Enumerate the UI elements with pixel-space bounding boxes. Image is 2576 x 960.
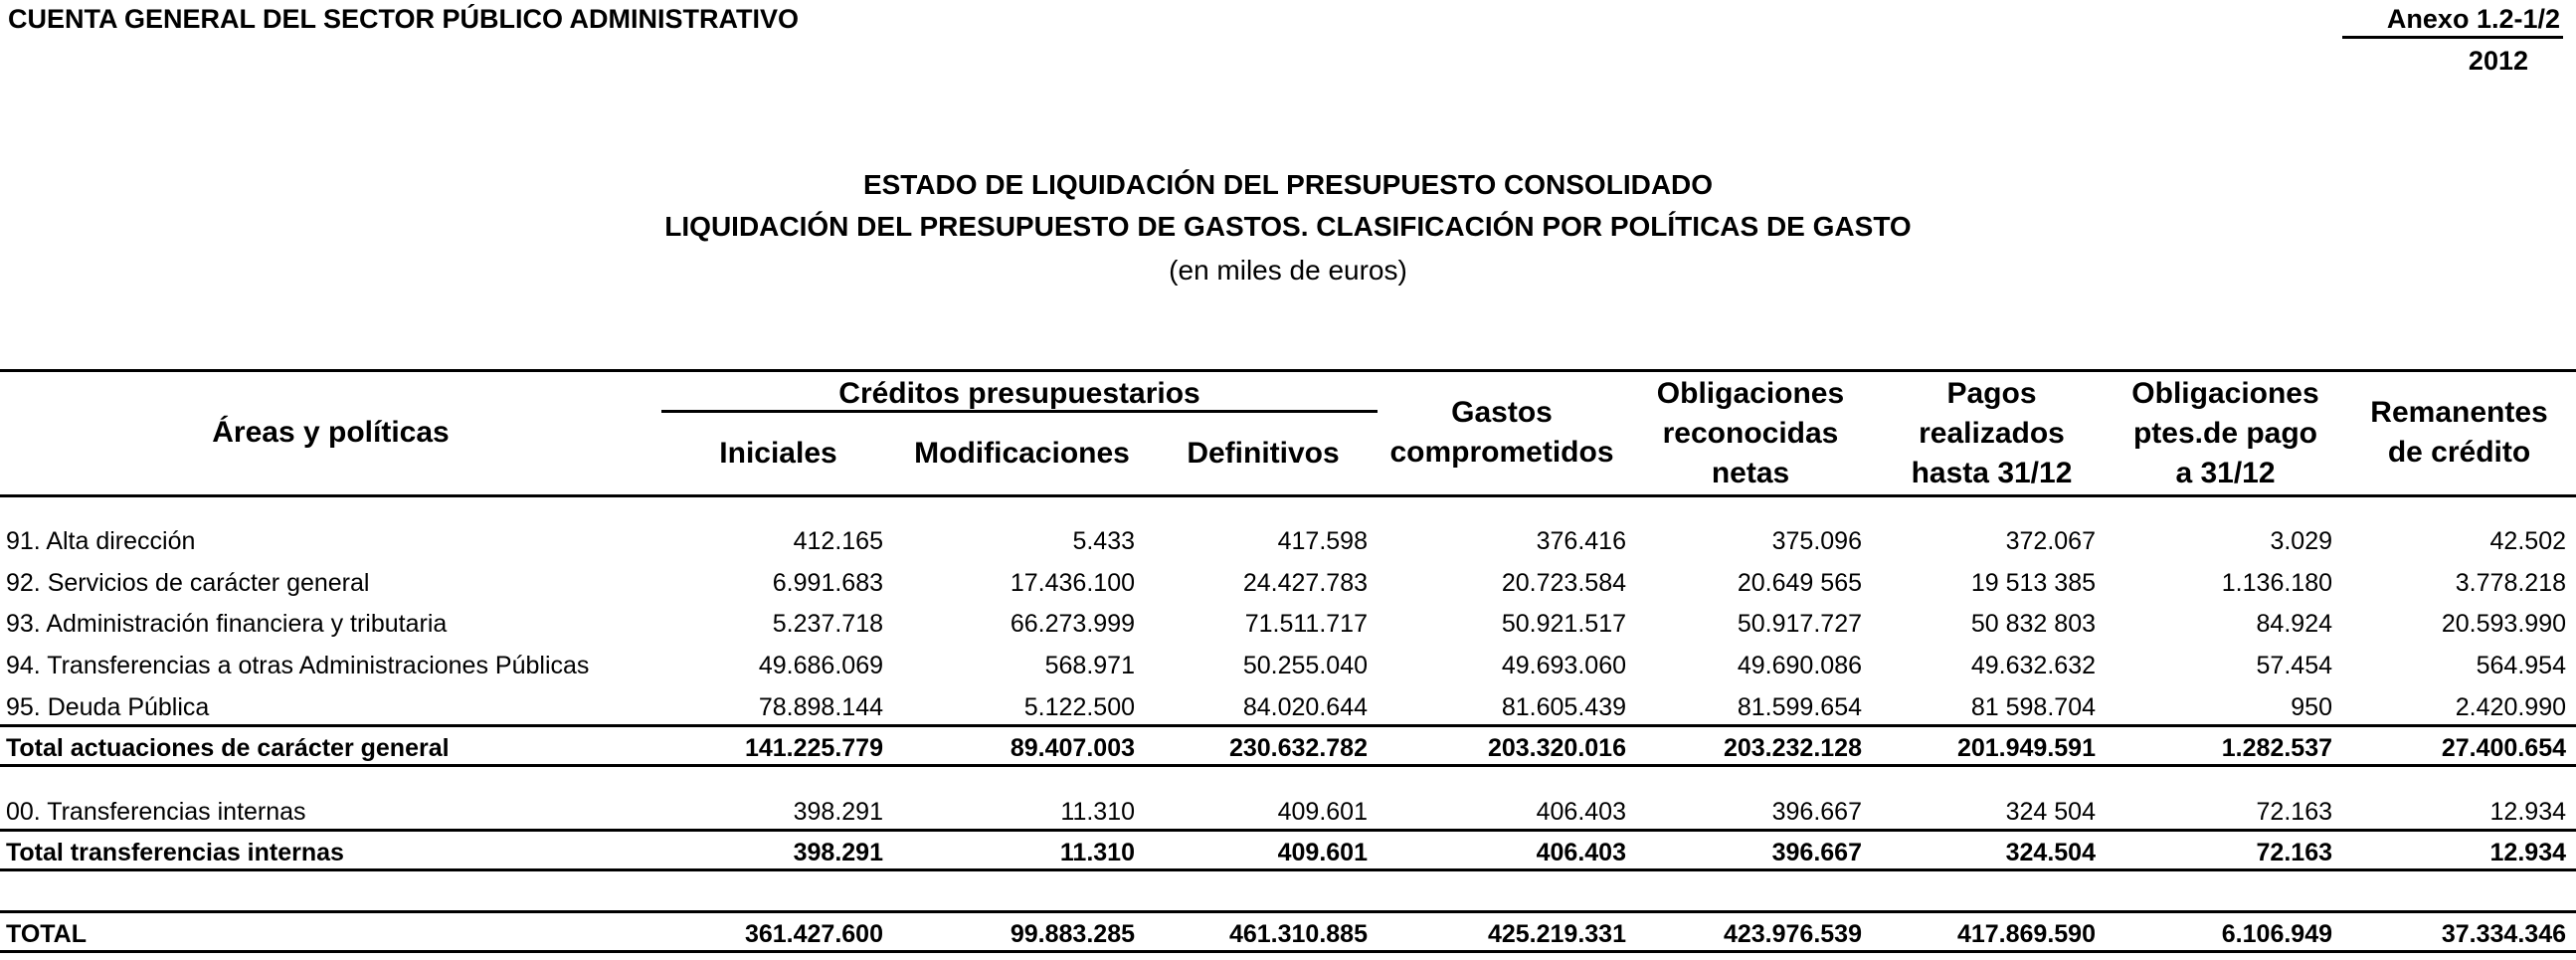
row-value: 425.219.331	[1487, 920, 1626, 948]
row-value: 950	[2291, 693, 2332, 721]
row-value: 99.883.285	[1010, 920, 1135, 948]
row-value: 2.420.990	[2455, 693, 2566, 721]
row-value: 230.632.782	[1228, 734, 1368, 762]
row-value: 20.649 565	[1737, 569, 1862, 597]
row-value: 1.136.180	[2221, 569, 2332, 597]
row-value: 409.601	[1277, 839, 1368, 866]
row-label: TOTAL	[6, 920, 88, 948]
row-value: 568.971	[1044, 652, 1135, 679]
row-value: 412.165	[793, 527, 883, 555]
row-value: 11.310	[1060, 798, 1135, 826]
row-value: 72.163	[2256, 839, 2332, 866]
row-value: 396.667	[1771, 798, 1862, 826]
row-value: 78.898.144	[758, 693, 883, 721]
row-value: 398.291	[793, 839, 883, 866]
row-value: 84.924	[2256, 610, 2332, 638]
report-subtitle: LIQUIDACIÓN DEL PRESUPUESTO DE GASTOS. CLASIFICACIÓN POR POLÍTICAS DE GASTO	[664, 211, 1912, 242]
row-label: 94. Transferencias a otras Administraciones Públicas	[6, 652, 590, 679]
row-value: 66.273.999	[1010, 610, 1135, 638]
header-areas: Áreas y políticas	[212, 416, 450, 449]
rule-below-total-internas	[0, 868, 2576, 871]
row-value: 3.778.218	[2455, 569, 2566, 597]
row-value: 361.427.600	[744, 920, 883, 948]
row-value: 141.225.779	[744, 734, 883, 762]
row-value: 203.232.128	[1723, 734, 1862, 762]
row-value: 57.454	[2256, 652, 2332, 679]
row-value: 461.310.885	[1228, 920, 1368, 948]
row-value: 50.921.517	[1501, 610, 1626, 638]
header-ptes: Obligaciones ptes.de pago a 31/12	[2131, 377, 2319, 489]
year-label: 2012	[2468, 46, 2528, 76]
row-value: 49.690.086	[1737, 652, 1862, 679]
row-value: 49.632.632	[1970, 652, 2096, 679]
row-value: 324.504	[2005, 839, 2096, 866]
row-value: 423.976.539	[1723, 920, 1862, 948]
row-value: 81 598.704	[1970, 693, 2096, 721]
header-remanentes: Remanentes de crédito	[2370, 396, 2548, 469]
row-value: 406.403	[1536, 839, 1626, 866]
row-value: 27.400.654	[2441, 734, 2566, 762]
row-value: 20.723.584	[1501, 569, 1626, 597]
row-value: 201.949.591	[1956, 734, 2096, 762]
row-value: 50.917.727	[1737, 610, 1862, 638]
row-value: 50.255.040	[1242, 652, 1368, 679]
row-value: 1.282.537	[2221, 734, 2332, 762]
rule-below-total-general	[0, 764, 2576, 767]
row-value: 398.291	[793, 798, 883, 826]
row-value: 417.598	[1277, 527, 1368, 555]
row-value: 19 513 385	[1970, 569, 2096, 597]
row-value: 50 832 803	[1970, 610, 2096, 638]
row-label: 93. Administración financiera y tributaria	[6, 610, 448, 638]
header-pagos: Pagos realizados hasta 31/12	[1911, 377, 2073, 489]
row-label: Total transferencias internas	[6, 839, 344, 866]
row-value: 375.096	[1771, 527, 1862, 555]
row-value: 12.934	[2489, 839, 2566, 866]
header-modificaciones: Modificaciones	[914, 437, 1130, 470]
row-label: Total actuaciones de carácter general	[6, 734, 450, 762]
row-value: 81.599.654	[1737, 693, 1862, 721]
header-obligaciones: Obligaciones reconocidas netas	[1656, 377, 1845, 489]
table-top-rule	[0, 369, 2576, 372]
row-value: 406.403	[1536, 798, 1626, 826]
header-gastos: Gastos comprometidos	[1389, 396, 1614, 469]
annex-label: Anexo 1.2-1/2	[2386, 4, 2560, 34]
row-value: 5.433	[1072, 527, 1135, 555]
row-value: 324 504	[2005, 798, 2096, 826]
row-value: 376.416	[1536, 527, 1626, 555]
row-value: 20.593.990	[2441, 610, 2566, 638]
row-value: 49.686.069	[758, 652, 883, 679]
header-definitivos: Definitivos	[1187, 437, 1340, 470]
rule-below-grand-total	[0, 950, 2576, 953]
row-value: 5.122.500	[1023, 693, 1135, 721]
row-value: 71.511.717	[1244, 610, 1368, 638]
row-value: 396.667	[1771, 839, 1862, 866]
row-value: 3.029	[2270, 527, 2332, 555]
row-value: 72.163	[2256, 798, 2332, 826]
row-value: 17.436.100	[1010, 569, 1135, 597]
header-creditos-underline	[661, 410, 1378, 413]
rule-above-total-internas	[0, 829, 2576, 832]
row-value: 12.934	[2489, 798, 2566, 826]
row-label: 00. Transferencias internas	[6, 798, 306, 826]
row-value: 42.502	[2489, 527, 2566, 555]
annex-underline	[2342, 36, 2563, 39]
row-value: 372.067	[2005, 527, 2096, 555]
row-value: 564.954	[2476, 652, 2566, 679]
report-title: ESTADO DE LIQUIDACIÓN DEL PRESUPUESTO CONSOLIDADO	[862, 169, 1714, 200]
rule-above-grand-total	[0, 910, 2576, 913]
row-label: 91. Alta dirección	[6, 527, 196, 555]
units-note: (en miles de euros)	[1169, 255, 1407, 286]
row-value: 84.020.644	[1242, 693, 1368, 721]
rule-above-total-general	[0, 724, 2576, 727]
row-value: 24.427.783	[1242, 569, 1368, 597]
row-value: 5.237.718	[772, 610, 883, 638]
document-header: CUENTA GENERAL DEL SECTOR PÚBLICO ADMINISTRATIVO	[8, 4, 800, 34]
row-value: 11.310	[1059, 839, 1135, 866]
row-value: 49.693.060	[1501, 652, 1626, 679]
row-value: 6.991.683	[772, 569, 883, 597]
row-value: 409.601	[1277, 798, 1368, 826]
row-value: 89.407.003	[1010, 734, 1135, 762]
header-iniciales: Iniciales	[719, 437, 837, 470]
row-value: 37.334.346	[2441, 920, 2566, 948]
row-value: 81.605.439	[1501, 693, 1626, 721]
header-bottom-rule	[0, 494, 2576, 497]
row-value: 6.106.949	[2221, 920, 2332, 948]
row-value: 203.320.016	[1487, 734, 1626, 762]
row-value: 417.869.590	[1956, 920, 2096, 948]
row-label: 92. Servicios de carácter general	[6, 569, 370, 597]
row-label: 95. Deuda Pública	[6, 693, 210, 721]
header-creditos-group: Créditos presupuestarios	[838, 377, 1200, 410]
